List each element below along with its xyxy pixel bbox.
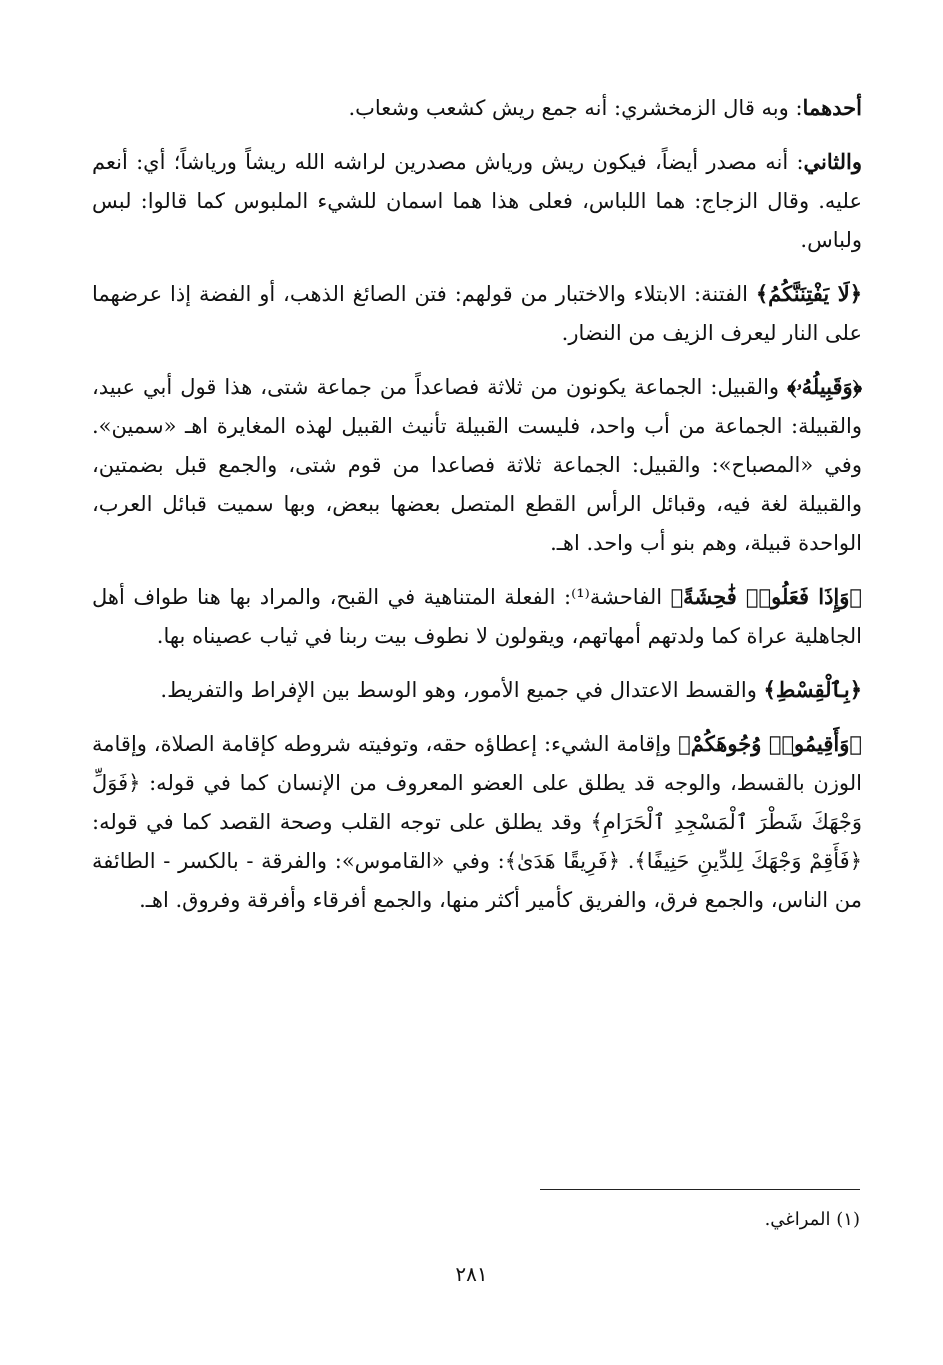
paragraph-3: [92, 274, 862, 353]
lead-term: أحدهما: [802, 95, 862, 120]
paragraph-7: [92, 724, 862, 920]
page-number: ٢٨١: [455, 1262, 488, 1286]
paragraph-text: وإقامة الشيء: إعطاؤه حقه، وتوفيته شروطه كإقامة الصلاة، وإقامة الوزن بالقسط، والوجه قد يطلق على العضو المعروف من الإنسان كما في قوله: ﴿فَوَلِّ وَجْهَكَ شَطْرَ ٱلْمَسْجِدِ ٱلْحَرَامِ﴾ وقد يطلق على توجه القلب وصحة القصد كما في قوله: ﴿فَأَقِمْ وَجْهَكَ لِلدِّينِ حَنِيفًا﴾. ﴿فَرِيقًا هَدَىٰ﴾: وفي «القاموس»: والفرقة - بالكسر - الطائفة من الناس، والجمع فرق، والفريق كأمير أكثر منها، والجمع أفرقاء وأفرقة وفروق. اهـ.: [92, 732, 862, 912]
quran-phrase: ﴿وَأَقِيمُوا۟ وُجُوهَكُمْ﴾: [678, 731, 862, 756]
quran-phrase: ﴿وَإِذَا فَعَلُوا۟ فَٰحِشَةً﴾: [670, 584, 863, 609]
quran-phrase: ﴿لَا يَفْتِنَنَّكُمُ﴾: [755, 281, 862, 306]
quran-phrase: ﴿بِٱلْقِسْطِ﴾: [763, 677, 862, 702]
paragraph-6: [92, 670, 862, 710]
paragraph-2: [92, 142, 862, 260]
paragraph-text: والقبيل: الجماعة يكونون من ثلاثة فصاعداً من جماعة شتى، هذا قول أبي عبيد، والقبيلة: الجماعة من أب واحد، فليست القبيلة تأنيث القبيل لهذه المغايرة اهـ «سمين». وفي «المصباح»: والقبيل: الجماعة ثلاثة فصاعدا من قوم شتى، والجمع قبل بضمتين، والقبيلة لغة فيه، وقبائل الرأس القطع المتصل بعضها ببعض، وبها سميت قبائل العرب، الواحدة قبيلة، وهم بنو أب واحد. اهـ.: [92, 375, 862, 555]
paragraph-text: : أنه مصدر أيضاً، فيكون ريش ورياش مصدرين لراشه الله ريشاً ورياشاً؛ أي: أنعم عليه. وقال الزجاج: هما اللباس، فعلى هذا هما اسمان للشيء الملبوس كما قالوا: لبس ولباس.: [92, 150, 863, 252]
paragraph-text: الفاحشة⁽¹⁾: الفعلة المتناهية في القبح، والمراد بها هنا طواف أهل الجاهلية عراة كما ولدتهم أمهاتهم، ويقولون لا نطوف بيت ربنا في ثياب عصيناه بها.: [92, 585, 862, 648]
paragraph-1: [92, 88, 862, 128]
paragraph-text: الفتنة: الابتلاء والاختبار من قولهم: فتن الصائغ الذهب، أو الفضة إذا عرضهما على النار ليعرف الزيف من النضار.: [92, 282, 862, 345]
quran-phrase: ﴿وَقَبِيلُهُۥ﴾: [787, 374, 862, 399]
paragraph-text: : وبه قال الزمخشري: أنه جمع ريش كشعب وشعاب.: [348, 96, 803, 120]
lead-term: والثاني: [803, 149, 862, 174]
footnote-divider: [540, 1189, 860, 1190]
footnote: (١) المراغي.: [764, 1209, 860, 1230]
page-body: [92, 88, 862, 934]
paragraph-5: [92, 577, 862, 656]
paragraph-4: [92, 367, 862, 563]
paragraph-text: والقسط الاعتدال في جميع الأمور، وهو الوسط بين الإفراط والتفريط.: [160, 678, 764, 702]
